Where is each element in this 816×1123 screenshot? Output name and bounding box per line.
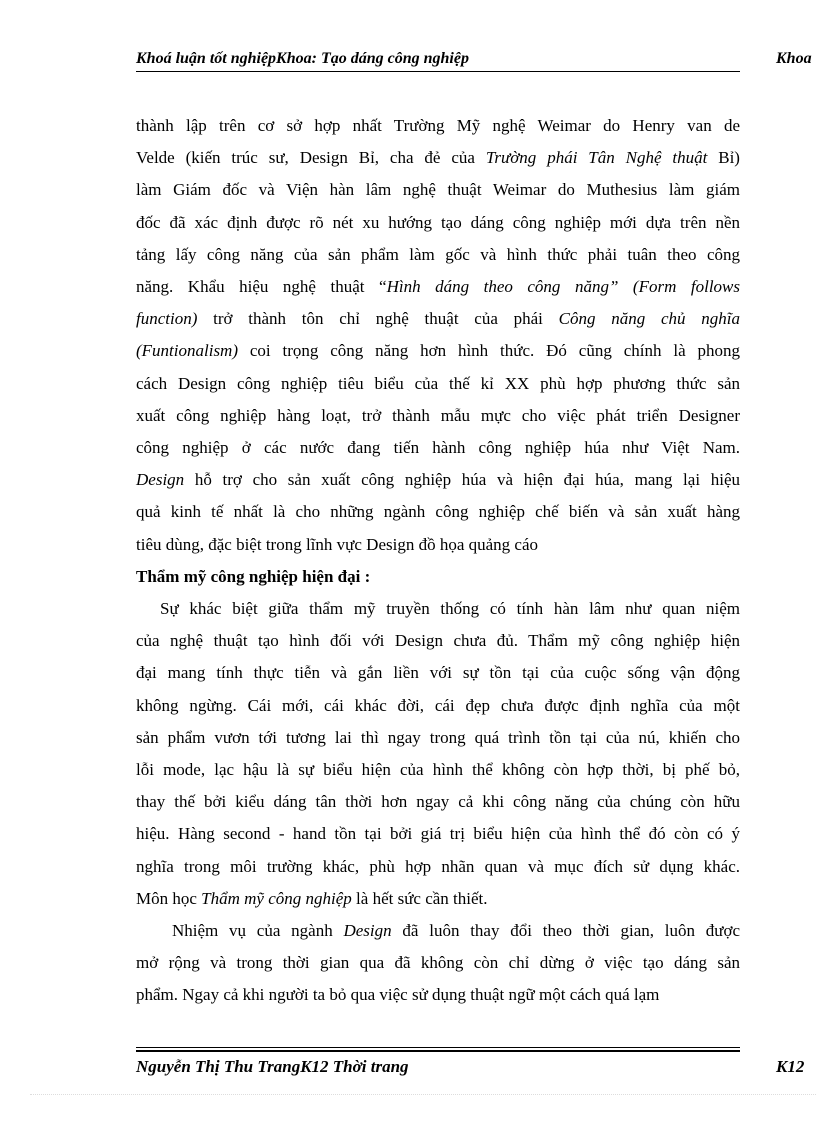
header-right-text: Khoa	[776, 50, 812, 67]
text-line: (Funtionalism) coi trọng công năng hơn hình thức. Đó cũng chính là phong	[136, 341, 740, 361]
text-line: Velde (kiến trúc sư, Design Bỉ, cha đẻ của Trường phái Tân Nghệ thuật Bỉ)	[136, 148, 740, 168]
text-line: đốc đã xác định được rõ nét xu hướng tạo dáng công nghiệp mới dựa trên nền	[136, 212, 740, 232]
italic-term: Công năng chủ nghĩa	[558, 309, 741, 329]
text-line: hiệu. Hàng second - hand tồn tại bởi giá trị biểu hiện của hình thể đó còn có ý	[136, 824, 740, 844]
text-line: làm Giám đốc và Viện hàn lâm nghệ thuật Weimar do Muthesius làm giám	[136, 180, 740, 200]
italic-term: (Funtionalism)	[136, 341, 238, 361]
text-line: của nghệ thuật tạo hình đối với Design chưa đủ. Thẩm mỹ công nghiệp hiện	[136, 631, 740, 651]
page-footer	[136, 1057, 816, 1081]
italic-term: function)	[136, 309, 198, 329]
header-left-text: Khoá luận tốt nghiệpKhoa: Tạo dáng công nghiệp	[136, 50, 469, 67]
italic-term: Design	[343, 921, 392, 941]
text-line: thay thế bởi kiểu dáng tân thời hơn ngay cả khi công năng của chúng còn hữu	[136, 792, 740, 812]
text-line: nghĩa trong môi trường khác, phù hợp nhãn quan và mục đích sử dụng khác.	[136, 856, 740, 876]
text-line: tiêu dùng, đặc biệt trong lĩnh vực Design đồ họa quảng cáo	[136, 534, 539, 554]
text-line: function) trở thành tôn chỉ nghệ thuật của phái Công năng chủ nghĩa	[136, 309, 741, 329]
paragraph-3	[136, 915, 740, 1012]
italic-term: Thẩm mỹ công nghiệp	[201, 888, 352, 908]
footer-left-text: Nguyễn Thị Thu TrangK12 Thời trang	[136, 1057, 409, 1076]
text-line: lỗi mode, lạc hậu là sự biểu hiện của hình thể không còn hợp thời, bị phế bỏ,	[136, 760, 740, 780]
footer-rule-thick	[136, 1050, 740, 1052]
italic-term: Hình dáng theo công năng” (Form follows	[386, 277, 740, 297]
text-line: không ngừng. Cái mới, cái khác đời, cái đẹp chưa được định nghĩa của một	[136, 695, 740, 715]
text-line: quả kinh tế nhất là cho những ngành công nghiệp chế biến và sản xuất hàng	[136, 502, 740, 522]
text-line: Sự khác biệt giữa thẩm mỹ truyền thống có tính hàn lâm như quan niệm	[160, 599, 740, 619]
header-rule	[136, 71, 740, 72]
footer-right-text: K12	[776, 1057, 805, 1076]
text-line: mở rộng và trong thời gian qua đã không còn chỉ dừng ở việc tạo dáng sản	[136, 953, 740, 973]
section-heading: Thẩm mỹ công nghiệp hiện đại :	[136, 566, 371, 586]
text-line: thành lập trên cơ sở hợp nhất Trường Mỹ nghệ Weimar do Henry van de	[136, 116, 740, 135]
text-line: phẩm. Ngay cả khi người ta bỏ qua việc sử dụng thuật ngữ một cách quá lạm	[136, 985, 660, 1005]
text-line: tảng lấy công năng của sản phẩm làm gốc và hình thức phải tuân theo công	[136, 244, 740, 264]
text-line: sản phẩm vươn tới tương lai thì ngay trong quá trình tồn tại của nú, khiến cho	[136, 727, 740, 747]
page-bottom-divider	[30, 1094, 816, 1095]
footer-rule-thin	[136, 1047, 740, 1048]
text-line: Nhiệm vụ của ngành Design đã luôn thay đổi theo thời gian, luôn được	[172, 921, 740, 941]
text-line: đại mang tính thực tiễn và gắn liền với sự tồn tại của cuộc sống vận động	[136, 663, 740, 683]
text-line: Môn học Thẩm mỹ công nghiệp là hết sức cần thiết.	[136, 888, 488, 908]
italic-term: Design	[136, 470, 185, 490]
text-line: năng. Khẩu hiệu nghệ thuật “Hình dáng theo công năng” (Form follows	[136, 277, 740, 297]
paragraph-1	[136, 110, 740, 561]
document-body	[136, 110, 740, 1012]
italic-term: Trường phái Tân Nghệ thuật	[485, 148, 708, 168]
paragraph-2	[136, 593, 740, 915]
text-line: Design hỗ trợ cho sản xuất công nghiệp húa và hiện đại húa, mang lại hiệu	[136, 470, 740, 490]
text-line: công nghiệp ở các nước đang tiến hành công nghiệp húa như Việt Nam.	[136, 438, 740, 458]
text-line: xuất công nghiệp hàng loạt, trở thành mẫu mực cho việc phát triển Designer	[136, 405, 740, 425]
text-line: cách Design công nghiệp tiêu biểu của thế kỉ XX phù hợp phương thức sản	[136, 373, 740, 393]
